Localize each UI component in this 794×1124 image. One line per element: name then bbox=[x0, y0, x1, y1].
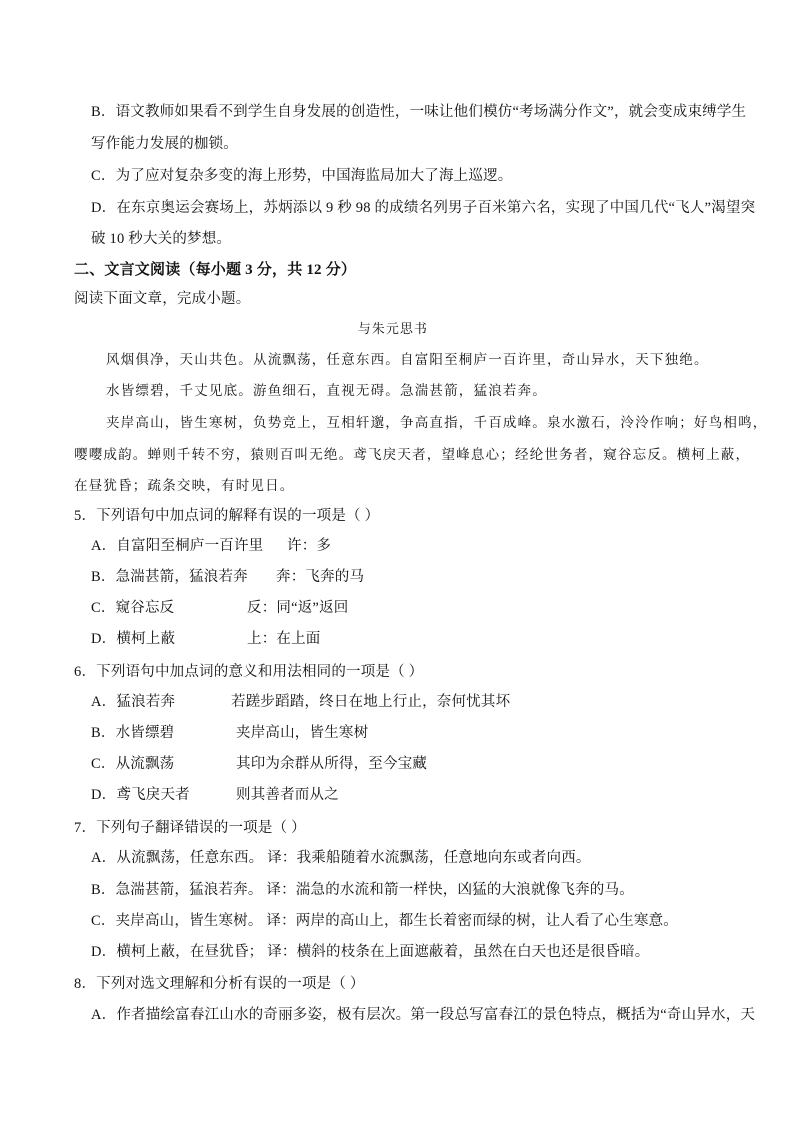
passage-paragraph-1: 风烟俱净，天山共色。从流飘荡，任意东西。自富阳至桐庐一百许里，奇山异水，天下独绝。 bbox=[106, 352, 709, 368]
q8-option-a-line1: A．作者描绘富春江山水的奇丽多姿，极有层次。第一段总写富春江的景色特点，概括为“奇山异水，天 bbox=[91, 1007, 756, 1023]
q5-option-c-explanation: 反：同“返”返回 bbox=[247, 600, 349, 616]
q6-option-d-compare: 则其善者而从之 bbox=[236, 787, 339, 803]
q6-option-a: A．猛浪若奔 bbox=[91, 694, 176, 710]
passage-paragraph-3-line2: 嘤嘤成韵。蝉则千转不穷，猿则百叫无绝。鸢飞戾天者，望峰息心；经纶世务者，窥谷忘反。横柯上蔽， bbox=[74, 447, 751, 463]
passage-paragraph-2: 水皆缥碧，千丈见底。游鱼细石，直视无碍。急湍甚箭，猛浪若奔。 bbox=[106, 383, 547, 399]
q5-option-c: C．窥谷忘反 bbox=[91, 600, 175, 616]
passage-title: 与朱元思书 bbox=[357, 322, 429, 337]
reading-instruction: 阅读下面文章，完成小题。 bbox=[74, 291, 251, 307]
q7-option-c: C．夹岸高山，皆生寒树。 译：两岸的高山上，都生长着密而绿的树，让人看了心生寒意。 bbox=[91, 913, 678, 929]
q5-option-d-explanation: 上：在上面 bbox=[247, 631, 321, 647]
q6-option-b: B．水皆缥碧 bbox=[91, 725, 175, 741]
q7-option-a: A．从流飘荡，任意东西。 译：我乘船随着水流飘荡，任意地向东或者向西。 bbox=[91, 850, 591, 866]
q4-option-b-line1: B．语文教师如果看不到学生自身发展的创造性，一味让他们模仿“考场满分作文”，就会变成束缚学生 bbox=[91, 104, 747, 120]
q4-option-c: C．为了应对复杂多变的海上形势，中国海监局加大了海上巡逻。 bbox=[91, 168, 513, 184]
q4-option-b-line2: 写作能力发展的枷锁。 bbox=[91, 136, 238, 152]
q5-stem: 5．下列语句中加点词的解释有误的一项是（ ） bbox=[74, 508, 380, 524]
passage-paragraph-3-line1: 夹岸高山，皆生寒树，负势竞上，互相轩邈，争高直指，千百成峰。泉水激石，泠泠作响；好鸟相鸣， bbox=[106, 415, 768, 431]
q8-stem: 8．下列对选文理解和分析有误的一项是（ ） bbox=[74, 976, 365, 992]
q5-option-d: D．横柯上蔽 bbox=[91, 631, 176, 647]
q7-stem: 7．下列句子翻译错误的一项是（ ） bbox=[74, 820, 306, 836]
q4-option-d-line1: D．在东京奥运会赛场上，苏炳添以 9 秒 98 的成绩名列男子百米第六名，实现了中国几代“飞人”渴望突 bbox=[91, 200, 756, 216]
q6-option-c: C．从流飘荡 bbox=[91, 756, 175, 772]
q6-option-d: D．鸢飞戾天者 bbox=[91, 787, 190, 803]
q6-option-c-compare: 其印为余群从所得，至今宝藏 bbox=[236, 756, 428, 772]
q6-option-a-compare: 若蹉步蹈踏，终日在地上行止，奈何忧其坏 bbox=[231, 694, 511, 710]
q7-option-b: B．急湍甚箭，猛浪若奔。 译：湍急的水流和箭一样快，凶猛的大浪就像飞奔的马。 bbox=[91, 882, 634, 898]
section-heading: 二、文言文阅读（每小题 3 分，共 12 分） bbox=[74, 262, 357, 278]
q7-option-d: D．横柯上蔽，在昼犹昏； 译：横斜的枝条在上面遮蔽着，虽然在白天也还是很昏暗。 bbox=[91, 944, 650, 960]
q5-option-b-explanation: 奔：飞奔的马 bbox=[276, 569, 365, 585]
q6-stem: 6．下列语句中加点词的意义和用法相同的一项是（ ） bbox=[74, 664, 424, 680]
q5-option-b: B．急湍甚箭，猛浪若奔 bbox=[91, 569, 248, 585]
passage-paragraph-3-line3: 在昼犹昏；疏条交映，有时见日。 bbox=[74, 478, 295, 494]
q5-option-a-explanation: 许：多 bbox=[287, 538, 332, 554]
q5-option-a: A．自富阳至桐庐一百许里 bbox=[91, 538, 264, 554]
q6-option-b-compare: 夹岸高山，皆生寒树 bbox=[236, 725, 369, 741]
q4-option-d-line2: 破 10 秒大关的梦想。 bbox=[91, 231, 232, 247]
